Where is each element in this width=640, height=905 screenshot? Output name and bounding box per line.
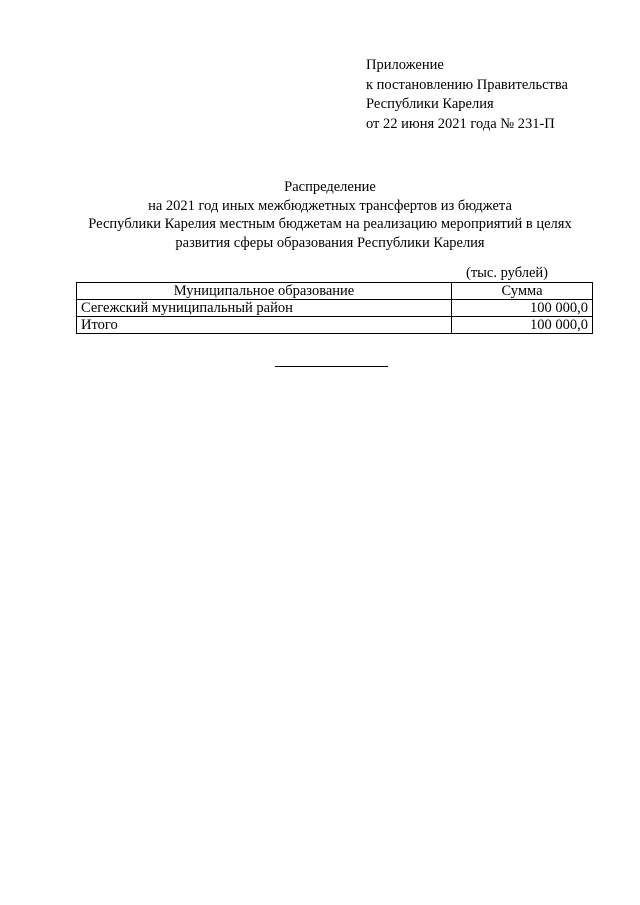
total-sum: 100 000,0 xyxy=(452,317,593,334)
table-row-total xyxy=(77,317,593,334)
appendix-label: Приложение xyxy=(366,57,444,73)
appendix-resolution: к постановлению Правительства xyxy=(366,76,568,93)
header-sum: Сумма xyxy=(452,283,593,300)
header-municipality: Муниципальное образование xyxy=(77,283,452,300)
total-label: Итого xyxy=(77,317,452,334)
appendix-heading xyxy=(366,56,568,134)
document-title xyxy=(70,178,590,252)
title-line-3: Республики Карелия местным бюджетам на реализацию мероприятий в целях xyxy=(88,216,572,232)
row-sum: 100 000,0 xyxy=(452,300,593,317)
table-row xyxy=(77,300,593,317)
appendix-date: от 22 июня 2021 года № 231-П xyxy=(366,115,555,132)
appendix-republic: Республики Карелия xyxy=(366,96,494,112)
title-line-2: на 2021 год иных межбюджетных трансфертов из бюджета xyxy=(148,197,512,214)
row-municipality: Сегежский муниципальный район xyxy=(77,300,452,317)
table-header-row xyxy=(77,283,593,300)
distribution-table xyxy=(76,282,593,334)
closing-divider xyxy=(275,366,388,367)
title-line-4: развития сферы образования Республики Карелия xyxy=(175,234,485,251)
units-note: (тыс. рублей) xyxy=(466,265,548,281)
title-line-1: Распределение xyxy=(284,179,376,195)
